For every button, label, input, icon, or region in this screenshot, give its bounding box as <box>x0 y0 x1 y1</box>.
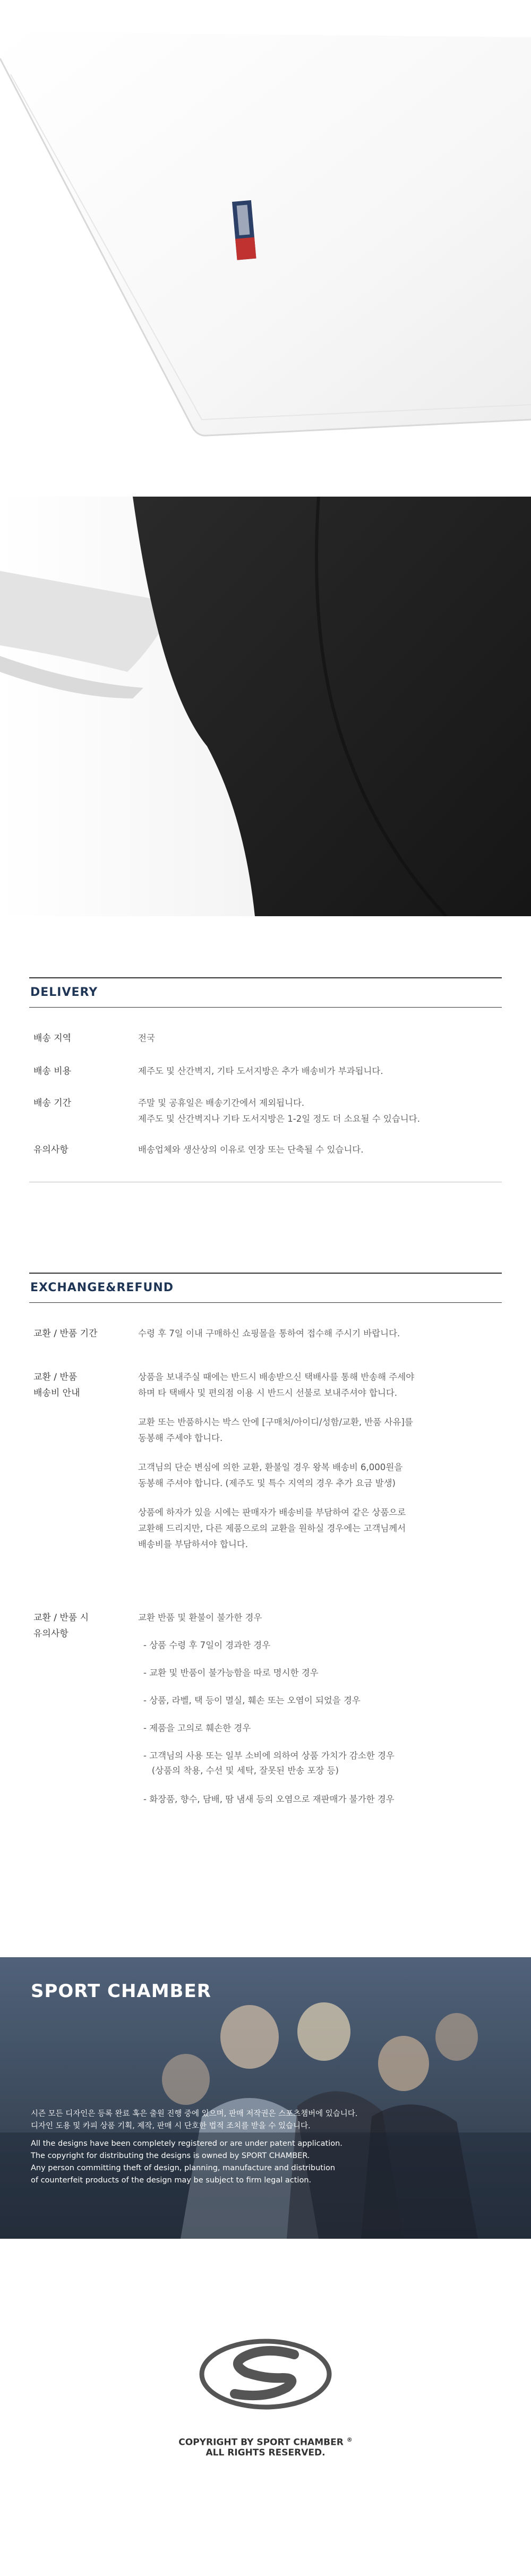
copyright-line-2: ALL RIGHTS RESERVED. <box>205 2447 326 2458</box>
guide-p2-line2: 동봉해 주세야 합니다. <box>138 1433 223 1443</box>
guide-p4-line2: 교환해 드리지만, 다른 제품으로의 교환을 원하실 경우에는 고객님께서 <box>138 1523 406 1533</box>
exchange-section <box>29 1273 502 1804</box>
delivery-area-label: 배송 지역 <box>33 1033 72 1044</box>
guide-p2-line1: 교환 또는 반품하시는 박스 안에 [구매처/아이디/성함/교환, 반품 사유]를 <box>138 1417 413 1427</box>
product-photo-fabric <box>0 497 531 916</box>
notice-item: - 상품, 라벨, 택 등이 멸실, 훼손 또는 오염이 되었을 경우 <box>143 1695 361 1705</box>
exchange-period-value: 수령 후 7일 이내 구매하신 쇼핑몰을 통하여 접수해 주시기 바랍니다. <box>138 1328 400 1338</box>
exchange-shipping-label-2: 배송비 안내 <box>33 1388 80 1398</box>
delivery-header <box>29 977 502 1008</box>
guide-p3-line1: 고객님의 단순 변심에 의한 교환, 환불일 경우 왕복 배송비 6,000원을 <box>138 1462 403 1472</box>
copyright-text: COPYRIGHT BY SPORT CHAMBER <box>178 2437 344 2448</box>
delivery-period-label: 배송 기간 <box>33 1098 72 1108</box>
guide-p1-line2: 하며 타 택배사 및 편의점 이용 시 반드시 선불로 보내주셔야 합니다. <box>138 1388 398 1398</box>
delivery-notice-label: 유의사항 <box>33 1145 68 1155</box>
exchange-notice-label-1: 교환 / 반품 시 <box>33 1613 89 1623</box>
notice-intro: 교환 반품 및 환불이 불가한 경우 <box>138 1613 262 1623</box>
product-photo-hem <box>0 0 531 446</box>
delivery-notice-value: 배송업체와 생산상의 이유로 연장 또는 단축될 수 있습니다. <box>138 1145 364 1155</box>
notice-item: - 화장품, 향수, 담배, 땀 냄새 등의 오염으로 재판매가 불가한 경우 <box>143 1794 395 1804</box>
exchange-header <box>29 1273 502 1303</box>
delivery-area-value: 전국 <box>138 1033 155 1043</box>
guide-p3-line2: 동봉해 주셔야 합니다. (제주도 및 특수 지역의 경우 추가 요금 발생) <box>138 1478 396 1488</box>
brand-logo-text: SPORT CHAMBER <box>31 1981 211 2002</box>
delivery-period-value-2: 제주도 및 산간벽지나 기타 도서지방은 1-2일 정도 더 소요될 수 있습니다. <box>138 1114 420 1124</box>
fabric-contrast-image <box>0 497 531 916</box>
notice-item: - 교환 및 반품이 불가능함을 따로 명시한 경우 <box>143 1668 319 1678</box>
delivery-cost-value: 제주도 및 산간벽지, 기타 도서지방은 추가 배송비가 부과됩니다. <box>138 1066 383 1076</box>
delivery-cost-label: 배송 비용 <box>33 1066 72 1077</box>
notice-item: - 제품을 고의로 훼손한 경우 <box>143 1723 251 1733</box>
notice-item: - 고객님의 사용 또는 일부 소비에 의하여 상품 가치가 감소한 경우 <box>143 1751 395 1761</box>
hem-fabric-image <box>0 0 531 446</box>
banner-line-6: of counterfeit products of the design may be subject to firm legal action. <box>31 2176 312 2185</box>
guide-p4-line1: 상품에 하자가 있을 시에는 판매자가 배송비를 부담하여 같은 상품으로 <box>138 1507 406 1517</box>
banner-line-3: All the designs have been completely registered or are under patent application. <box>31 2139 342 2148</box>
notice-item: (상품의 착용, 수선 및 세탁, 잘못된 반송 포장 등) <box>143 1765 339 1776</box>
exchange-title: EXCHANGE&REFUND <box>30 1281 174 1294</box>
sport-chamber-logo-icon <box>198 2334 333 2414</box>
banner-line-1: 시즌 모든 디자인은 등록 완료 혹은 출원 진행 중에 있으며, 판매 저작권은 스포츠챔버에 있습니다. <box>31 2110 358 2118</box>
delivery-section <box>29 977 502 1155</box>
exchange-notice-label-2: 유의사항 <box>33 1628 68 1639</box>
brand-banner <box>0 1957 531 2239</box>
exchange-period-label: 교환 / 반품 기간 <box>33 1328 98 1339</box>
banner-line-2: 디자인 도용 및 카피 상품 기획, 제작, 판매 시 단호한 법적 조치를 받을 수 있습니다. <box>31 2122 311 2130</box>
delivery-period-value-1: 주말 및 공휴일은 배송기간에서 제외됩니다. <box>138 1098 305 1108</box>
delivery-title: DELIVERY <box>30 986 98 999</box>
exchange-shipping-label-1: 교환 / 반품 <box>33 1372 78 1383</box>
guide-p4-line3: 배송비를 부담하셔야 합니다. <box>138 1539 249 1549</box>
banner-line-5: Any person committing theft of design, planning, manufacture and distribution <box>31 2164 336 2172</box>
banner-line-4: The copyright for distributing the designs is owned by SPORT CHAMBER. <box>31 2152 310 2160</box>
registered-mark: ® <box>346 2436 353 2443</box>
guide-p1-line1: 상품을 보내주실 때에는 반드시 배송받으신 택배사를 통해 반송해 주세야 <box>138 1372 415 1382</box>
notice-item: - 상품 수령 후 7일이 경과한 경우 <box>143 1640 271 1650</box>
